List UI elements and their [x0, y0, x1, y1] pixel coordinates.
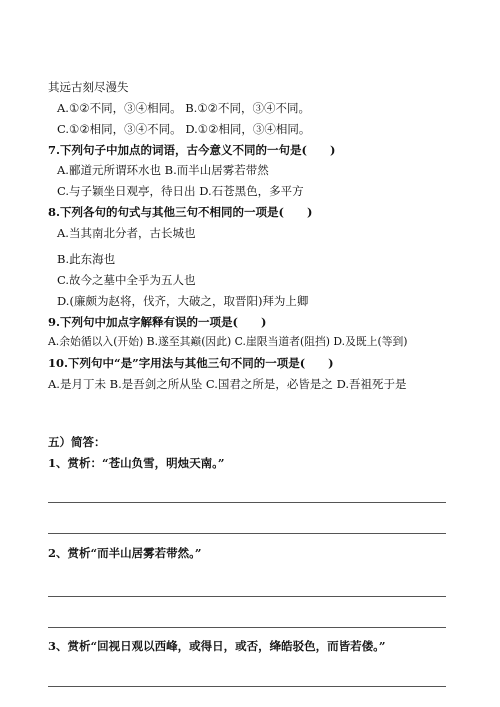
- q8-option-a: A.当其南北分者，古长城也: [57, 226, 196, 240]
- short-answer-q1: 1、赏析：“苍山负雪，明烛天南。”: [48, 456, 225, 470]
- answer-line-q1-2: [48, 533, 446, 534]
- section5-title: 五）简答：: [48, 435, 106, 449]
- short-answer-q3: 3、赏析“回视日观以西峰，或得日，或否，绛皓驳色，而皆若偻。”: [48, 639, 386, 653]
- q9-stem: 9.下列句中加点字解释有误的一项是( ): [48, 315, 267, 329]
- q10-stem: 10.下列句中“是”字用法与其他三句不同的一项是( ): [48, 356, 334, 370]
- q6-options-ab: A.①②不同，③④相同。 B.①②不同，③④不同。: [57, 101, 310, 115]
- q8-option-d: D.(廉颇为赵将，伐齐，大破之，取晋阳)拜为上卿: [57, 294, 309, 308]
- q7-stem: 7.下列句子中加点的词语，古今意义不同的一句是( ): [48, 143, 336, 157]
- q10-options: A.是月丁未 B.是吾剑之所从坠 C.国君之所是，必皆是之 D.吾祖死于是: [48, 377, 407, 391]
- answer-line-q1-1: [48, 502, 446, 503]
- q6-options-cd: C.①②相同，③④不同。 D.①②相同，③④相同。: [57, 122, 311, 136]
- q9-options: A.余始循以入(开始) B.遂至其巅(因此) C.崖限当道者(阻挡) D.及既上(等到): [48, 335, 408, 348]
- q8-stem: 8.下列各句的句式与其他三句不相同的一项是( ): [48, 205, 313, 219]
- q8-option-c: C.故今之墓中全乎为五人也: [57, 273, 196, 287]
- q7-options-ab: A.郦道元所谓环水也 B.而半山居雾若带然: [57, 163, 269, 177]
- q8-option-b: B.此东海也: [57, 252, 116, 266]
- q6-stem-tail: 其远古刻尽漫失: [48, 80, 129, 94]
- short-answer-q2: 2、赏析“而半山居雾若带然。”: [48, 546, 202, 560]
- q7-options-cd: C.与子颖坐日观亭，待日出 D.石苍黑色，多平方: [57, 184, 304, 198]
- answer-line-q2-1: [48, 596, 446, 597]
- answer-line-q2-2: [48, 627, 446, 628]
- answer-line-q3-1: [48, 686, 446, 687]
